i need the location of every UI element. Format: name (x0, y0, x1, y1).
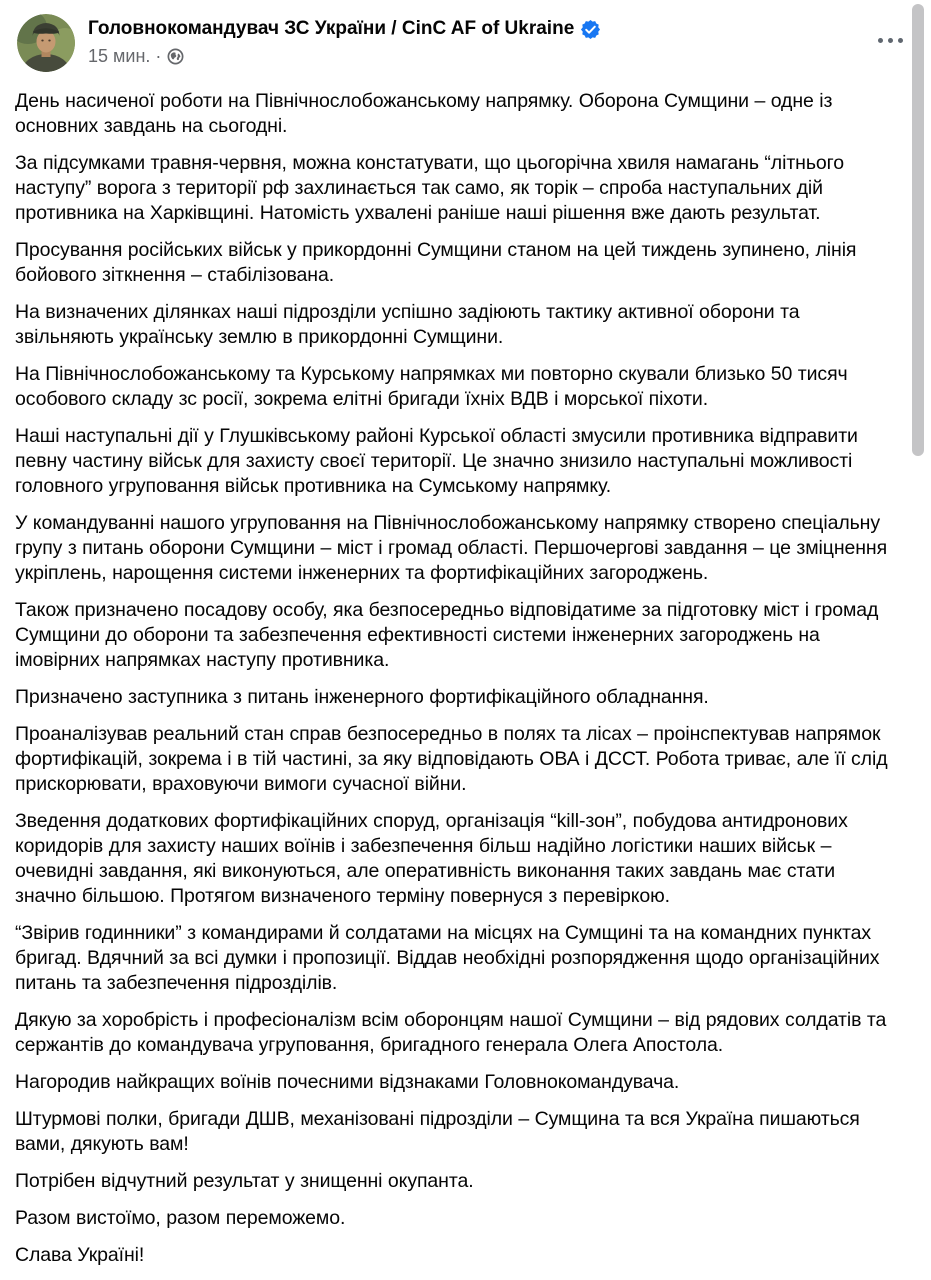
scrollbar[interactable] (914, 0, 931, 1280)
globe-icon (167, 48, 184, 65)
post-paragraph: Разом вистоїмо, разом переможемо. (15, 1207, 346, 1229)
post-paragraph: Дякую за хоробрість і професіоналізм всім оборонцям нашої Сумщини – від рядових солдатів та сержантів до командувача угруповання, бригадного генерала Олега Апостола. (15, 1009, 887, 1056)
post-timestamp[interactable]: 15 мин. (88, 46, 151, 66)
ellipsis-dot (888, 38, 893, 43)
avatar[interactable] (17, 14, 75, 72)
header-text (88, 14, 601, 67)
verified-badge-icon (580, 19, 601, 40)
post-paragraph: “Звірив годинники” з командирами й солдатами на місцях на Сумщині та на командних пунктах бригад. Вдячний за всі думки і пропозиції. Віддав необхідні розпорядження щодо організаційних питань та забезпечення підрозділів. (15, 922, 880, 994)
post-paragraph: День насиченої роботи на Північнослобожанському напрямку. Оборона Сумщини – одне із основних завдань на сьогодні. (15, 90, 833, 137)
post-paragraph: Призначено заступника з питань інженерного фортифікаційного обладнання. (15, 686, 709, 708)
post-paragraph: Проаналізував реальний стан справ безпосередньо в полях та лісах – проінспектував напрямок фортифікацій, зокрема і в тій частині, за яку відповідають ОВА і ДССТ. Робота триває, але її слід прискорювати, враховуючи вимоги сучасної війни. (15, 723, 888, 795)
post-paragraph: Наші наступальні дії у Глушківському районі Курської області змусили противника відправити певну частину військ для захисту своєї території. Це значно знизило наступальні можливості головного угруповання військ противника на Сумському напрямку. (15, 425, 858, 497)
post-paragraph: Просування російських військ у прикордонні Сумщини станом на цей тиждень зупинено, лінія бойового зіткнення – стабілізована. (15, 239, 857, 286)
post-paragraph: Нагородив найкращих воїнів почесними відзнаками Головнокомандувача. (15, 1071, 680, 1093)
post-paragraph: Також призначено посадову особу, яка безпосередньо відповідатиме за підготовку міст і громад Сумщини до оборони та забезпечення ефективності системи інженерних загороджень на імовірних напрямках наступу противника. (15, 599, 879, 671)
author-row (88, 17, 601, 41)
avatar-portrait-image (17, 14, 75, 72)
post-paragraph: За підсумками травня-червня, можна констатувати, що цьогорічна хвиля намагань “літнього наступу” ворога з території рф захлинається так само, як торік – спроба наступальних дій противника на Харківщині. Натомість ухвалені раніше наші рішення вже дають результат. (15, 152, 844, 224)
ellipsis-dot (898, 38, 903, 43)
post-paragraph: Зведення додаткових фортифікаційних споруд, організація “kill-зон”, побудова антидронових коридорів для захисту наших воїнів і забезпечення більш надійно логістики наших військ – очевидні завдання, які виконуються, але оперативність виконання таких завдань має стати значно більшою. Протягом визначеного терміну повернуся з перевіркою. (15, 810, 848, 907)
post-paragraph: На визначених ділянках наші підрозділи успішно задіюють тактику активної оборони та звільняють українську землю в прикордонні Сумщини. (15, 301, 800, 348)
post-paragraph: На Північнослобожанському та Курському напрямках ми повторно скували близько 50 тисяч особового складу зс росії, зокрема елітні бригади їхніх ВДВ і морської піхоти. (15, 363, 848, 410)
scrollbar-thumb[interactable] (912, 4, 924, 456)
post-meta-row (88, 45, 601, 67)
ellipsis-dot (878, 38, 883, 43)
post-header (0, 0, 931, 72)
post-paragraph: Потрібен відчутний результат у знищенні окупанта. (15, 1170, 474, 1192)
more-options-button[interactable] (874, 32, 907, 49)
author-name[interactable]: Головнокомандувач ЗС України / CinC AF of Ukraine (88, 18, 575, 39)
post-paragraph: Штурмові полки, бригади ДШВ, механізовані підрозділи – Сумщина та вся Україна пишаються вами, дякують вам! (15, 1108, 860, 1155)
meta-separator: · (155, 46, 162, 66)
post-paragraph: Слава Україні! (15, 1244, 145, 1266)
post-body (0, 72, 931, 1268)
post-paragraph: У командуванні нашого угруповання на Північнослобожанському напрямку створено спеціальну групу з питань оборони Сумщини – міст і громад області. Першочергові завдання – це зміцнення укріплень, нарощення системи інженерних та фортифікаційних загороджень. (15, 512, 888, 584)
